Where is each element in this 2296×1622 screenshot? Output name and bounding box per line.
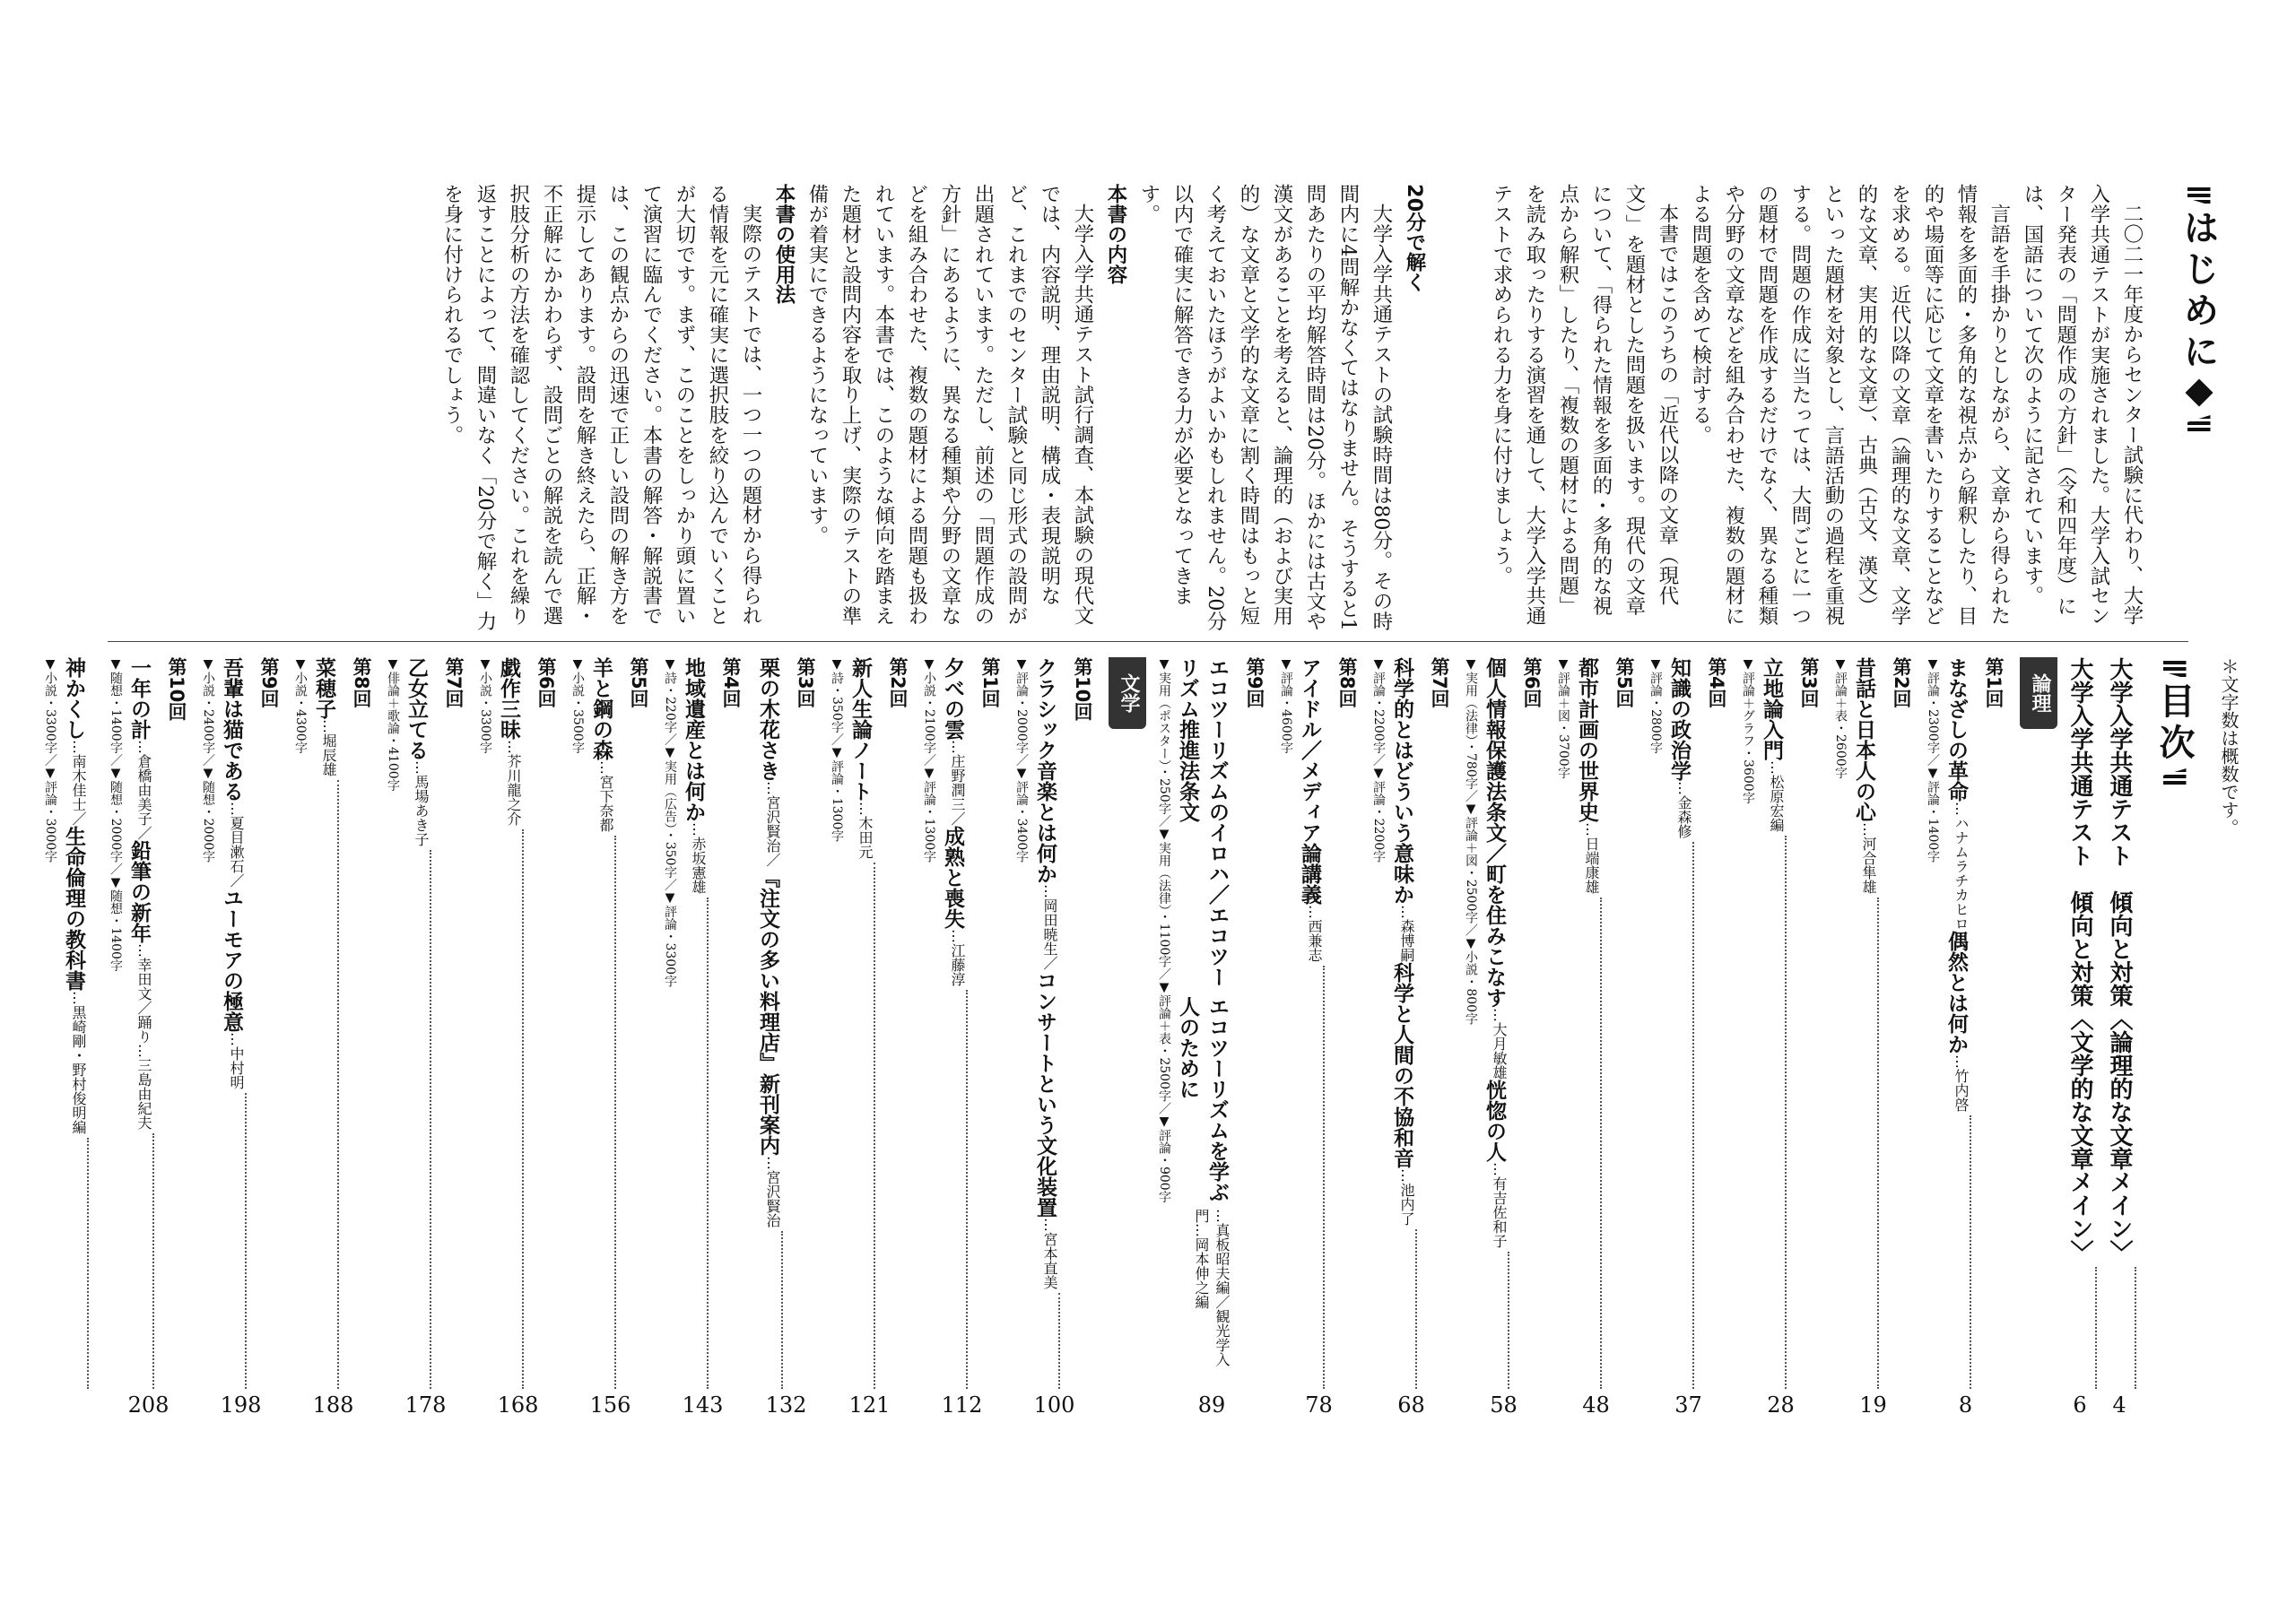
entry-meta: ▼評論＋図・3700字 xyxy=(1556,657,1570,779)
entry-title-line xyxy=(587,657,616,1392)
entry-author: …宮下奈都 xyxy=(597,760,614,832)
entry-number: 第3回 xyxy=(1798,657,1820,708)
character-count-note: ＊文字数は概数です。 xyxy=(2218,657,2239,837)
leader-dots xyxy=(1415,1229,1417,1389)
entry-number: 第6回 xyxy=(535,657,557,708)
toc-entry-row xyxy=(1155,657,1268,1392)
leader-dots xyxy=(522,829,524,1389)
entry-title-line xyxy=(679,657,709,1392)
entry-author: …真板昭夫編／観光学入門…岡本伸之編 xyxy=(1193,1208,1231,1366)
entry-author: …庄野潤三／ xyxy=(949,740,966,826)
entry-title-line xyxy=(1387,657,1417,1392)
entry-author: …森博嗣 xyxy=(1398,905,1415,962)
section-tab: 文学 xyxy=(1109,657,1146,729)
entry-meta: ▼評論＋表・2600字 xyxy=(1833,657,1848,779)
entry-author: …宮沢賢治 xyxy=(764,1156,781,1227)
entry-title-line xyxy=(494,657,524,1392)
toc-entry xyxy=(753,657,819,1446)
entry-title: 個人情報保護法条文／町を住みこなす xyxy=(1483,657,1506,1008)
leader-dots xyxy=(874,863,875,1389)
entry-number: 第10回 xyxy=(166,657,187,722)
page-number: 78 xyxy=(1305,1392,1333,1418)
entry-author: …黒崎剛・野村俊明編 xyxy=(70,991,87,1134)
leader-dots xyxy=(1785,836,1787,1389)
entry-author: …中村明 xyxy=(228,1032,245,1089)
toc-entry-row xyxy=(1924,657,2007,1392)
toc-entry xyxy=(41,657,98,1446)
leader-dots xyxy=(966,990,968,1389)
entry-title-line xyxy=(402,657,431,1392)
entry-number: 第7回 xyxy=(1429,657,1450,708)
toc-entry xyxy=(1739,657,1822,1446)
toc-entry xyxy=(1462,657,1545,1446)
intro-subheading: 20分で解く xyxy=(1403,184,1426,292)
heading-ornament-icon xyxy=(2163,661,2187,679)
toc-entry-row xyxy=(476,657,560,1392)
entry-title-line xyxy=(1572,657,1602,1392)
entry-title-line xyxy=(1173,657,1232,1392)
diamond-icon xyxy=(2185,378,2213,406)
section-tab: 論理 xyxy=(2020,657,2057,729)
page-number: 37 xyxy=(1674,1392,1702,1418)
introduction-heading-block xyxy=(2173,184,2224,632)
toc-entry-row xyxy=(661,657,744,1392)
entry-title: 神かくし xyxy=(62,657,85,740)
entry-title: 『注文の多い料理店』新刊案内 xyxy=(756,867,779,1156)
entry-meta: ▼詩・220字／▼実用（広告）・350字／▼評論・3300字 xyxy=(663,657,677,988)
entry-title-line xyxy=(217,657,247,1392)
entry-title: 知識の政治学 xyxy=(1667,657,1691,781)
leader-dots xyxy=(87,1138,89,1389)
entry-number: 第3回 xyxy=(795,657,816,708)
entry-author: …池内了 xyxy=(1398,1168,1415,1226)
entry-meta: ▼随想・1400字／▼随想・2000字／▼随想・1400字 xyxy=(109,657,123,972)
entry-author: …南木佳士／ xyxy=(70,740,87,826)
introduction-section xyxy=(179,184,2224,632)
leader-dots xyxy=(152,1133,154,1389)
toc-entry-row xyxy=(107,657,190,1392)
entry-author: …倉橋由美子／ xyxy=(135,740,152,840)
toc-entry-row xyxy=(1647,657,1730,1392)
toc-entry-row xyxy=(828,657,911,1392)
entry-title: 昔話と日本人の心 xyxy=(1852,657,1875,822)
entry-author: …赤坂憲雄 xyxy=(690,822,707,894)
page-number: 178 xyxy=(404,1392,447,1418)
entry-number: 第7回 xyxy=(443,657,465,708)
entry-author: …堀辰雄 xyxy=(320,719,337,776)
leader-dots xyxy=(1323,966,1325,1389)
toc-line xyxy=(2102,657,2136,1392)
page-number: 48 xyxy=(1582,1392,1610,1418)
entry-number: 第9回 xyxy=(1244,657,1265,708)
leader-dots xyxy=(337,780,339,1389)
leader-dots xyxy=(614,836,616,1389)
entry-meta: ▼実用（ポスター）・250字／▼実用（法律）・1100字／▼評論＋表・2500字／▼評論・900字 xyxy=(1157,657,1171,1203)
toc-column xyxy=(2102,657,2136,1446)
entry-meta: ▼小説・3500字 xyxy=(570,657,585,754)
toc-entry xyxy=(1554,657,1638,1446)
page-number: 143 xyxy=(682,1392,724,1418)
toc-column xyxy=(2063,657,2097,1446)
entry-meta: ▼評論・2000字／▼評論・3400字 xyxy=(1014,657,1029,863)
entry-number: 第2回 xyxy=(1891,657,1912,708)
entry-title-line xyxy=(938,657,968,1392)
toc-entry-row xyxy=(753,657,819,1392)
leader-dots xyxy=(1970,1115,1971,1389)
entry-title: 一年の計 xyxy=(127,657,151,740)
entry-meta: ▼詩・350字／▼評論・1300字 xyxy=(830,657,844,843)
leader-dots xyxy=(245,1093,247,1389)
intro-paragraph: 二〇二一年度からセンター試験に代わり、大学入学共通テストが実施されました。大学入試センター発表の「問題作成の方針」（令和四年度）には、国語について次のように記されています。 xyxy=(2021,184,2144,626)
entry-meta: ▼評論・2300字／▼評論・1400字 xyxy=(1926,657,1940,863)
entry-title: 鉛筆の新年 xyxy=(127,840,151,943)
entry-title: 栗の木花さき xyxy=(756,657,779,781)
page-divider xyxy=(108,641,2188,642)
entry-meta: ▼小説・3300字 xyxy=(478,657,492,754)
intro-paragraph: 本書ではこのうちの「近代以降の文章（現代文）」を題材とした問題を扱います。現代の文章について、「得られた情報を多面的・多角的な視点から解釈」したり、「複数の題材による問題」を読み取ったりする演習を通して、大学入学共通テストで求められる力を身に付けましょう。 xyxy=(1490,184,1679,626)
entry-title: 恍惚の人 xyxy=(1483,1080,1506,1162)
page-number: 100 xyxy=(1033,1392,1075,1418)
entry-number: 第8回 xyxy=(1336,657,1358,708)
entry-title: 成熟と喪失 xyxy=(941,826,964,929)
leader-dots xyxy=(707,898,709,1389)
toc-entry xyxy=(384,657,467,1446)
intro-paragraph: 実際のテストでは、一つ一つの題材から得られる情報を元に確実に選択肢を絞り込んでいくことが大切です。まず、このことをしっかり頭に置いて演習に臨んでください。本書の解答・解説書では、この観点からの迅速で正しい設問の解き方を提示してあります。設問を解き終えたら、正解・不正解にかかわらず、設問ごとの解説を読んで選択肢分析の方法を確認してください。これを繰り返すことによって、間違いなく「20分で解く」力を身に付けられるでしょう。 xyxy=(440,184,762,631)
entry-title-line xyxy=(1665,657,1694,1392)
entry-author: …宮本直美 xyxy=(1041,1218,1058,1289)
leader-dots xyxy=(2135,1267,2136,1389)
entry-title: 戯作三昧 xyxy=(497,657,520,740)
entry-number: 第5回 xyxy=(628,657,649,708)
page-number: 121 xyxy=(848,1392,891,1418)
entry-title-line xyxy=(846,657,875,1392)
entry-author: …芥川龍之介 xyxy=(505,740,522,826)
table-of-contents xyxy=(43,657,2242,1455)
entry-number: 第5回 xyxy=(1613,657,1635,708)
page-number: 68 xyxy=(1397,1392,1425,1418)
toc-entry xyxy=(828,657,911,1446)
toc-entry xyxy=(1831,657,1915,1446)
toc-entry-row xyxy=(1370,657,1453,1392)
toc-entry xyxy=(1370,657,1453,1446)
toc-line xyxy=(2063,657,2097,1392)
toc-entry xyxy=(569,657,652,1446)
toc-entry xyxy=(1155,657,1268,1446)
heading-ornament-icon xyxy=(2187,415,2211,433)
toc-entry-row xyxy=(569,657,652,1392)
entry-title: 生命倫理の教科書 xyxy=(62,826,85,991)
page-number: 188 xyxy=(312,1392,354,1418)
entry-title-line xyxy=(125,657,154,1392)
entry-title-line xyxy=(1031,657,1060,1392)
entry-number: 第1回 xyxy=(1983,657,2005,708)
toc-entry xyxy=(1013,657,1096,1446)
toc-entries xyxy=(32,657,2136,1446)
leader-dots xyxy=(1508,1252,1509,1389)
entry-title-line xyxy=(1295,657,1325,1392)
toc-entry xyxy=(1924,657,2007,1446)
entry-title: コンサートという文化装置 xyxy=(1033,970,1057,1218)
entry-author: …日端康雄 xyxy=(1583,822,1600,894)
entry-meta: ▼俳論＋歌論・4100字 xyxy=(386,657,400,792)
toc-entry xyxy=(199,657,283,1446)
entry-title: クラシック音楽とは何か xyxy=(1033,657,1057,884)
entry-number: 第6回 xyxy=(1521,657,1543,708)
entry-author: …宮沢賢治／ xyxy=(764,781,781,867)
entry-meta: ▼評論・4600字 xyxy=(1279,657,1293,754)
toc-entry xyxy=(107,657,190,1446)
entry-number: 第4回 xyxy=(720,657,742,708)
entry-title: 羊と鋼の森 xyxy=(589,657,613,760)
entry-title: 菜穂子 xyxy=(312,657,335,719)
entry-author: …河合隼雄 xyxy=(1860,822,1877,894)
entry-title-line xyxy=(59,657,89,1392)
entry-author: …ハナムラチカヒロ xyxy=(1952,802,1970,931)
entry-author: …木田元 xyxy=(857,802,874,859)
toc-entry-row xyxy=(1462,657,1545,1392)
entry-title: 偶然とは何か xyxy=(1944,931,1968,1054)
entry-title-line xyxy=(1480,657,1509,1392)
heading-ornament-icon xyxy=(2187,187,2211,205)
page-number: 58 xyxy=(1490,1392,1518,1418)
entry-title: 地域遺産とは何か xyxy=(682,657,705,822)
introduction-heading: はじめに xyxy=(2178,209,2219,374)
toc-entry-row xyxy=(1831,657,1915,1392)
toc-entry xyxy=(291,657,375,1446)
entry-number: 第8回 xyxy=(351,657,372,708)
entry-meta: ▼小説・3300字／▼評論・3000字 xyxy=(43,657,57,863)
entry-number: 第9回 xyxy=(258,657,280,708)
entry-author: …馬場あき子 xyxy=(413,760,430,846)
entry-author: …大月敏雄 xyxy=(1491,1008,1508,1080)
entry-title: エコツーリズムを学ぶ人のために xyxy=(1176,996,1229,1203)
entry-meta: ▼小説・2400字／▼随想・2000字 xyxy=(201,657,215,863)
leader-dots xyxy=(1058,1293,1060,1389)
leader-dots xyxy=(430,850,431,1389)
entry-author: …江藤淳 xyxy=(949,929,966,986)
toc-entry-row xyxy=(199,657,283,1392)
entry-author: …有吉佐和子 xyxy=(1491,1162,1508,1248)
entry-title-line xyxy=(1757,657,1787,1392)
page-number: 112 xyxy=(941,1392,983,1418)
entry-title-line xyxy=(1942,657,1971,1392)
entry-meta: ▼評論・2800字 xyxy=(1648,657,1663,754)
page-number: 198 xyxy=(220,1392,262,1418)
toc-entry xyxy=(1277,657,1361,1446)
intro-subheading: 本書の内容 xyxy=(1104,184,1127,284)
entry-title-line xyxy=(1849,657,1879,1392)
entry-title: 夕べの雲 xyxy=(941,657,964,740)
toc-entry-row xyxy=(1277,657,1361,1392)
page-number: 8 xyxy=(1958,1392,1973,1418)
page-number: 28 xyxy=(1767,1392,1795,1418)
introduction-body xyxy=(435,184,2148,632)
entry-title: 乙女立てる xyxy=(404,657,428,760)
page-number: 6 xyxy=(2073,1392,2087,1418)
entry-title: 科学と人間の不協和音 xyxy=(1390,962,1413,1168)
entry-title-line xyxy=(753,657,783,1392)
entry-title: ユーモアの極意 xyxy=(220,888,243,1032)
page-number: 132 xyxy=(765,1392,807,1418)
leader-dots xyxy=(1877,898,1879,1389)
toc-entry-row xyxy=(1554,657,1638,1392)
entry-meta: ▼実用（法律）・780字／▼評論＋図・2500字／▼小説・800字 xyxy=(1464,657,1478,1026)
toc-entry-row xyxy=(291,657,375,1392)
entry-number: 第1回 xyxy=(979,657,1001,708)
page-number: 19 xyxy=(1859,1392,1887,1418)
entry-title: アイドル／メディア論講義 xyxy=(1298,657,1321,905)
intro-paragraph: 大学入学共通テスト試行調査、本試験の現代文では、内容説明、理由説明、構成・表現説明など、これまでのセンター試験と同じ形式の設問が出題されています。ただし、前述の「問題作成の方針」にあるように、異なる種類や分野の文章などを組み合わせた、複数の題材による問題も扱われています。本書では、このような傾向を踏まえた題材と設問内容を取り上げ、実際のテストの準備が着実にできるようになっています。 xyxy=(805,184,1094,626)
entry-author: …西兼志 xyxy=(1306,905,1323,962)
entry-author: …夏目漱石／ xyxy=(228,802,245,888)
toc-entry-row xyxy=(1739,657,1822,1392)
page-number: 4 xyxy=(2112,1392,2126,1418)
toc-entry xyxy=(1647,657,1730,1446)
intro-paragraph: 大学入学共通テストの試験時間は80分。その時間内に4問解かなくてはなりません。そうすると1問あたりの平均解答時間は20分。ほかには古文や漢文があることを考えると、論理的（および実用的）な文章と文学的な文章に割く時間はもっと短く考えておいたほうがよいかもしれません。20分以内で確実に解答できる力が必要となってきます。 xyxy=(1137,184,1393,631)
leader-dots xyxy=(1600,898,1602,1389)
intro-subheading: 本書の使用法 xyxy=(772,184,796,305)
entry-author: …竹内啓 xyxy=(1952,1054,1970,1112)
leader-dots xyxy=(2095,1267,2097,1389)
toc-entry xyxy=(476,657,560,1446)
toc-entry-row xyxy=(384,657,467,1392)
entry-title: まなざしの革命 xyxy=(1944,657,1968,802)
toc-top-line: 大学入学共通テスト 傾向と対策〈論理的な文章メイン〉 xyxy=(2106,657,2133,1263)
leader-dots xyxy=(1692,842,1694,1389)
entry-title-line xyxy=(309,657,339,1392)
entry-meta: ▼評論＋グラフ・3600字 xyxy=(1741,657,1755,804)
entry-author: …幸田文／踊り…三島由紀夫 xyxy=(135,943,152,1130)
heading-ornament-icon xyxy=(2163,768,2187,786)
entry-author: …岡田暁生／ xyxy=(1041,884,1058,970)
page-number: 156 xyxy=(589,1392,631,1418)
entry-meta: ▼小説・2100字／▼評論・1300字 xyxy=(922,657,936,863)
toc-entry-row xyxy=(41,657,98,1392)
entry-meta: ▼評論・2200字／▼評論・2200字 xyxy=(1371,657,1386,863)
page-number: 168 xyxy=(497,1392,539,1418)
entry-title: 立地論入門 xyxy=(1760,657,1783,760)
entry-meta: ▼小説・4300字 xyxy=(293,657,308,754)
toc-entry-row xyxy=(920,657,1004,1392)
toc-heading-block xyxy=(2149,657,2200,1455)
toc-entry xyxy=(661,657,744,1446)
toc-entry xyxy=(920,657,1004,1446)
page-number: 89 xyxy=(1197,1392,1226,1418)
entry-number: 第2回 xyxy=(887,657,909,708)
toc-entry-row xyxy=(1013,657,1096,1392)
entry-title: エコツーリズムのイロハ／エコツーリズム推進法条文 xyxy=(1176,657,1229,987)
toc-heading: 目次 xyxy=(2153,682,2195,765)
entry-number: 第4回 xyxy=(1706,657,1727,708)
entry-title: 新人生論ノート xyxy=(848,657,872,802)
entry-author: …松原宏編 xyxy=(1768,760,1785,832)
entry-number: 第10回 xyxy=(1072,657,1093,722)
entry-author: …金森修 xyxy=(1675,781,1692,838)
leader-dots xyxy=(781,1231,783,1389)
entry-title: 都市計画の世界史 xyxy=(1575,657,1598,822)
toc-top-line: 大学入学共通テスト 傾向と対策〈文学的な文章メイン〉 xyxy=(2066,657,2093,1263)
entry-title: 吾輩は猫である xyxy=(220,657,243,802)
entry-title: 科学的とはどういう意味か xyxy=(1390,657,1413,905)
intro-quote: 言語を手掛かりとしながら、文章から得られた情報を多面的・多角的な視点から解釈したり、目的や場面等に応じて文章を書いたりすることなどを求める。近代以降の文章（論理的な文章、文学的な文章、実用的な文章）、古典（古文、漢文）といった題材を対象とし、言語活動の過程を重視する。問題の作成に当たっては、大問ごとに一つの題材で問題を作成するだけでなく、異なる種類や分野の文章などを組み合わせた、複数の題材による問題を含めて検討する。 xyxy=(1689,184,2011,626)
page-number: 208 xyxy=(127,1392,170,1418)
